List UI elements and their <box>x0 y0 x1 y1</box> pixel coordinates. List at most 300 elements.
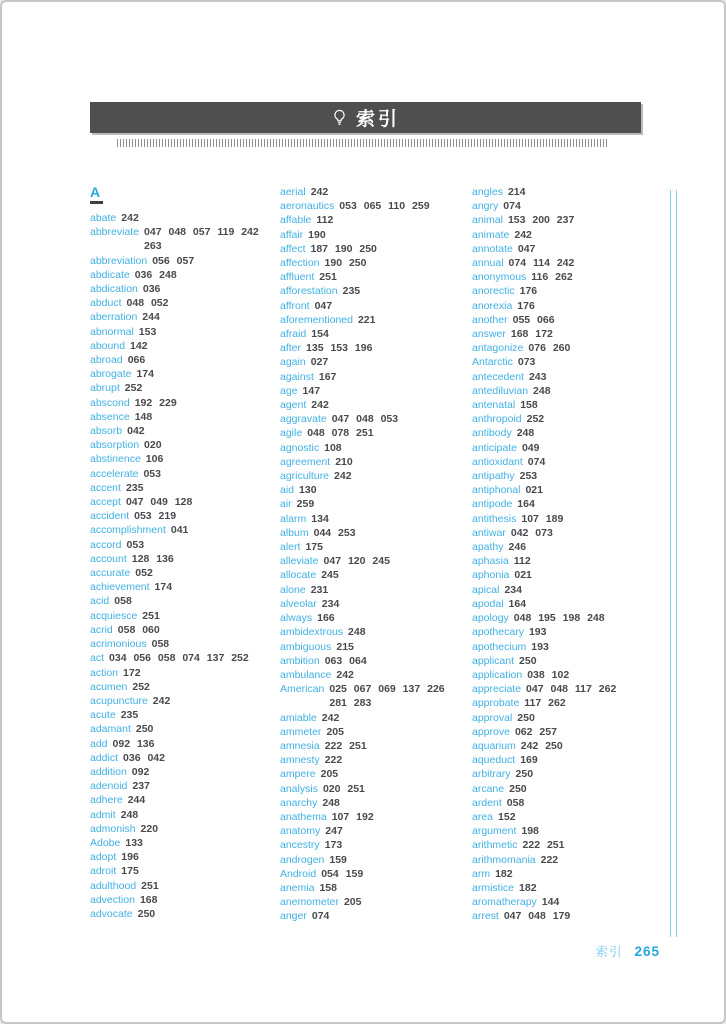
entry-pages: 250 <box>135 723 154 736</box>
entry-pages: 192 229 <box>134 396 177 409</box>
footer-section-label: 索引 <box>595 945 623 959</box>
index-entry <box>472 213 654 227</box>
entry-pages: 210 <box>335 455 353 468</box>
index-entry <box>472 810 654 824</box>
entry-word: accurate <box>90 567 131 580</box>
entry-pages: 248 <box>348 626 366 639</box>
index-entry <box>280 540 462 554</box>
index-entry <box>472 625 654 639</box>
entry-word: arcane <box>472 782 505 795</box>
entry-word: abrupt <box>90 382 120 395</box>
entry-pages: 041 <box>170 524 189 537</box>
entry-word: anemia <box>280 881 315 894</box>
index-entry <box>280 824 462 838</box>
index-entry <box>280 796 462 810</box>
index-entry <box>280 568 462 582</box>
entry-word: affect <box>280 242 306 255</box>
entry-word: afraid <box>280 328 307 341</box>
entry-word: apathy <box>472 541 504 554</box>
index-entry <box>90 211 272 225</box>
entry-word: adroit <box>90 865 117 878</box>
index-entry <box>472 256 654 270</box>
entry-pages: 222 <box>540 853 559 866</box>
entry-pages: 242 <box>310 186 329 198</box>
entry-word: annual <box>472 257 504 270</box>
entry-pages: 190 <box>308 228 326 241</box>
entry-pages: 117 262 <box>524 697 566 710</box>
entry-pages: 193 <box>528 626 547 639</box>
index-entry <box>472 640 654 654</box>
entry-pages: 047 048 053 <box>331 413 399 426</box>
entry-word: absorption <box>90 439 140 452</box>
entry-word: annotate <box>472 242 513 255</box>
entry-word: aerial <box>280 186 306 198</box>
entry-pages: 193 <box>531 640 549 653</box>
index-entry <box>472 228 654 242</box>
entry-word: anathema <box>280 810 327 823</box>
entry-pages: 092 136 <box>112 737 155 750</box>
entry-pages: 176 <box>517 299 535 312</box>
entry-pages: 047 <box>517 242 536 255</box>
entry-word: acquiesce <box>90 609 138 622</box>
header-bar <box>90 102 641 133</box>
entry-pages: 047 048 057 119 242 263 <box>144 226 259 253</box>
entry-word: adulthood <box>90 879 137 892</box>
entry-word: air <box>280 498 292 511</box>
entry-pages: 220 <box>140 822 159 835</box>
lightbulb-icon <box>331 108 348 127</box>
entry-pages: 142 <box>130 339 148 352</box>
entry-pages: 244 <box>127 794 146 807</box>
entry-word: addict <box>90 751 119 764</box>
entry-pages: 242 250 <box>520 739 563 752</box>
index-entry <box>90 594 272 608</box>
entry-word: alveolar <box>280 597 317 610</box>
entry-word: abate <box>90 212 117 224</box>
entry-pages: 187 190 250 <box>310 242 377 255</box>
entry-word: ambulance <box>280 668 332 681</box>
entry-word: arrest <box>472 910 499 923</box>
entry-pages: 062 257 <box>514 725 557 738</box>
entry-word: abstinence <box>90 453 141 466</box>
entry-pages: 128 136 <box>131 552 174 565</box>
entry-word: ambition <box>280 654 320 667</box>
entry-word: Adobe <box>90 836 121 849</box>
entry-pages: 134 <box>311 512 329 525</box>
index-entry <box>90 850 272 864</box>
entry-word: accord <box>90 538 122 551</box>
entry-pages: 172 <box>123 666 141 679</box>
entry-word: anemometer <box>280 896 339 909</box>
entry-pages: 196 <box>121 851 139 864</box>
entry-word: affluent <box>280 271 315 284</box>
entry-word: approve <box>472 725 510 738</box>
entry-word: agile <box>280 427 303 440</box>
index-entry <box>90 893 272 907</box>
entry-pages: 214 <box>507 186 526 198</box>
entry-pages: 237 <box>132 780 150 793</box>
entry-pages: 074 <box>503 200 521 213</box>
index-entry <box>472 796 654 810</box>
entry-pages: 153 200 237 <box>507 214 575 227</box>
entry-word: aeronautics <box>280 200 335 213</box>
entry-word: agreement <box>280 455 331 468</box>
index-entry <box>90 751 272 765</box>
entry-pages: 250 <box>517 711 535 724</box>
index-entry <box>280 483 462 497</box>
entry-word: antagonize <box>472 342 524 355</box>
entry-word: antipathy <box>472 470 515 483</box>
letter-heading: A <box>90 184 101 200</box>
entry-word: arithmomania <box>472 853 536 866</box>
index-entry <box>90 907 272 921</box>
entry-word: amnesty <box>280 754 320 767</box>
entry-word: abscond <box>90 396 130 409</box>
page-footer <box>595 942 660 960</box>
entry-pages: 063 064 <box>324 654 367 667</box>
entry-word: abduct <box>90 297 122 310</box>
index-entry <box>280 625 462 639</box>
index-entry <box>280 228 462 242</box>
entry-pages: 053 <box>143 467 161 480</box>
entry-pages: 036 042 <box>123 751 165 764</box>
index-entry <box>472 341 654 355</box>
entry-word: abbreviate <box>90 226 140 239</box>
index-entry <box>90 552 272 566</box>
entry-word: anger <box>280 910 307 923</box>
entry-pages: 242 <box>336 668 354 681</box>
index-entry <box>90 680 272 694</box>
entry-word: armistice <box>472 881 515 894</box>
entry-word: apodal <box>472 597 504 610</box>
entry-pages: 198 <box>521 825 539 838</box>
index-entry <box>90 864 272 878</box>
index-entry <box>280 512 462 526</box>
index-entry <box>472 242 654 256</box>
entry-pages: 250 <box>137 907 156 920</box>
entry-word: agriculture <box>280 470 330 483</box>
entry-pages: 252 <box>124 382 143 395</box>
entry-word: antioxidant <box>472 455 523 468</box>
index-entry <box>280 384 462 398</box>
entry-pages: 048 078 251 <box>307 427 374 440</box>
entry-pages: 055 066 <box>512 313 555 326</box>
entry-pages: 130 <box>299 484 317 497</box>
entry-pages: 154 <box>311 328 329 341</box>
entry-word: album <box>280 526 309 539</box>
index-entry <box>472 895 654 909</box>
entry-word: ampere <box>280 768 316 781</box>
entry-word: action <box>90 666 119 679</box>
entry-pages: 176 <box>519 285 538 298</box>
entry-pages: 242 <box>514 228 532 241</box>
index-entry <box>280 654 462 668</box>
entry-word: again <box>280 356 306 369</box>
index-entry <box>90 538 272 552</box>
entry-word: affable <box>280 214 312 227</box>
entry-word: agnostic <box>280 441 320 454</box>
index-entry <box>472 753 654 767</box>
entry-pages: 174 <box>136 368 154 381</box>
entry-pages: 248 <box>120 808 139 821</box>
index-entry <box>90 708 272 722</box>
index-entry <box>280 867 462 881</box>
index-entry <box>90 268 272 282</box>
entry-word: admit <box>90 808 116 821</box>
entry-pages: 042 073 <box>510 526 553 539</box>
entry-word: antiwar <box>472 526 506 539</box>
entry-pages: 158 <box>319 881 337 894</box>
entry-pages: 058 060 <box>117 623 160 636</box>
entry-pages: 053 219 <box>134 510 177 523</box>
entry-pages: 168 <box>139 893 158 906</box>
entry-pages: 020 251 <box>322 782 365 795</box>
index-entry <box>280 242 462 256</box>
index-entry <box>90 254 272 268</box>
entry-word: admonish <box>90 822 136 835</box>
entry-pages: 073 <box>517 356 536 369</box>
entry-pages: 047 120 245 <box>323 555 390 568</box>
index-entry <box>472 426 654 440</box>
entry-pages: 135 153 196 <box>306 342 373 355</box>
entry-word: anthropoid <box>472 413 522 426</box>
entry-word: aquarium <box>472 739 516 752</box>
entry-pages: 047 048 179 <box>503 910 571 923</box>
index-entry <box>90 296 272 310</box>
index-entry <box>472 711 654 725</box>
index-entry <box>472 838 654 852</box>
entry-pages: 048 052 <box>126 297 169 310</box>
entry-pages: 205 <box>343 896 362 909</box>
entry-word: acid <box>90 595 110 608</box>
entry-word: antithesis <box>472 512 517 525</box>
entry-word: antecedent <box>472 370 524 383</box>
index-entry <box>472 441 654 455</box>
entry-word: abnormal <box>90 325 134 338</box>
entry-pages: 169 <box>520 754 538 767</box>
index-entry <box>90 225 272 253</box>
index-entry <box>472 469 654 483</box>
entry-word: affection <box>280 257 320 270</box>
entry-pages: 253 <box>519 470 538 483</box>
entry-pages: 247 <box>325 825 343 838</box>
entry-pages: 250 <box>515 768 534 781</box>
entry-word: antipode <box>472 498 513 511</box>
entry-word: antediluvian <box>472 384 529 397</box>
entry-word: ardent <box>472 796 502 809</box>
index-entry <box>280 597 462 611</box>
entry-pages: 245 <box>321 569 339 582</box>
entry-pages: 166 <box>317 612 335 625</box>
index-entry <box>90 637 272 651</box>
index-entry <box>90 325 272 339</box>
entry-word: alert <box>280 541 301 554</box>
entry-pages: 246 <box>508 541 527 554</box>
index-entry <box>472 483 654 497</box>
entry-pages: 116 262 <box>531 271 573 284</box>
entry-pages: 259 <box>296 498 315 511</box>
index-entry <box>90 793 272 807</box>
index-column-3 <box>472 185 654 924</box>
entry-word: accent <box>90 481 121 494</box>
index-entry <box>472 497 654 511</box>
entry-pages: 250 <box>519 654 537 667</box>
entry-pages: 053 <box>126 538 145 551</box>
index-entry <box>280 313 462 327</box>
index-entry <box>90 523 272 537</box>
index-entry <box>90 722 272 736</box>
index-entry <box>90 836 272 850</box>
entry-pages: 251 <box>141 879 159 892</box>
index-entry <box>280 497 462 511</box>
entry-pages: 066 <box>127 354 146 367</box>
index-entry <box>280 455 462 469</box>
entry-word: accept <box>90 496 121 509</box>
entry-word: aphonia <box>472 569 510 582</box>
index-entry <box>280 739 462 753</box>
side-rule-decoration <box>670 190 677 937</box>
index-entry <box>472 370 654 384</box>
entry-pages: 243 <box>528 370 547 383</box>
entry-word: application <box>472 668 523 681</box>
index-entry <box>280 370 462 384</box>
index-entry <box>280 284 462 298</box>
index-entry <box>280 682 462 710</box>
entry-word: alarm <box>280 512 307 525</box>
entry-word: add <box>90 737 108 750</box>
entry-word: antiphonal <box>472 484 521 497</box>
entry-pages: 074 114 242 <box>508 257 575 270</box>
entry-pages: 251 <box>142 609 160 622</box>
entry-word: accomplishment <box>90 524 166 537</box>
entry-word: abdication <box>90 283 138 296</box>
index-entry <box>280 583 462 597</box>
entry-pages: 242 <box>311 399 329 412</box>
index-entry <box>472 739 654 753</box>
entry-word: anticipate <box>472 441 517 454</box>
index-entry <box>472 782 654 796</box>
entry-pages: 038 102 <box>527 668 570 681</box>
index-entry <box>280 412 462 426</box>
entry-word: adenoid <box>90 780 128 793</box>
entry-word: arm <box>472 867 491 880</box>
entry-pages: 042 <box>127 425 145 438</box>
index-entry <box>90 282 272 296</box>
entry-pages: 133 <box>125 836 143 849</box>
index-entry <box>472 597 654 611</box>
entry-word: apothecary <box>472 626 524 639</box>
index-entry <box>280 881 462 895</box>
index-entry <box>90 666 272 680</box>
entry-word: adamant <box>90 723 131 736</box>
entry-pages: 231 <box>310 583 329 596</box>
index-entry <box>280 909 462 923</box>
entry-pages: 175 <box>121 865 139 878</box>
entry-word: aromatherapy <box>472 896 537 909</box>
entry-pages: 174 <box>154 581 173 594</box>
entry-word: abrogate <box>90 368 132 381</box>
index-entry <box>90 467 272 481</box>
index-entry <box>280 398 462 412</box>
entry-word: addition <box>90 765 127 778</box>
entry-pages: 076 260 <box>528 342 571 355</box>
index-entry <box>90 879 272 893</box>
entry-word: angry <box>472 200 499 213</box>
entry-pages: 044 253 <box>313 526 356 539</box>
index-entry <box>472 881 654 895</box>
entry-pages: 107 192 <box>331 810 374 823</box>
entry-word: achievement <box>90 581 150 594</box>
entry-pages: 242 <box>121 212 139 224</box>
entry-pages: 027 <box>310 356 329 369</box>
entry-pages: 049 <box>521 441 540 454</box>
index-entry <box>280 895 462 909</box>
entry-word: approval <box>472 711 513 724</box>
index-entry <box>280 725 462 739</box>
entry-pages: 058 <box>506 796 525 809</box>
entry-pages: 175 <box>305 541 323 554</box>
index-entry <box>280 426 462 440</box>
entry-pages: 106 <box>145 453 164 466</box>
entry-pages: 056 057 <box>152 254 195 267</box>
entry-pages: 250 <box>509 782 527 795</box>
entry-pages: 144 <box>541 896 560 909</box>
entry-word: acupuncture <box>90 694 148 707</box>
entry-pages: 248 <box>322 796 340 809</box>
index-entry <box>280 782 462 796</box>
entry-word: abound <box>90 339 126 352</box>
index-columns <box>90 185 654 924</box>
index-entry <box>280 554 462 568</box>
entry-pages: 168 172 <box>510 328 553 341</box>
entry-pages: 092 <box>131 765 150 778</box>
index-entry <box>280 526 462 540</box>
index-entry <box>90 808 272 822</box>
index-column-1 <box>90 185 272 924</box>
entry-pages: 251 <box>319 271 337 284</box>
footer-page-number: 265 <box>634 944 660 959</box>
index-entry <box>280 341 462 355</box>
entry-pages: 235 <box>342 285 361 298</box>
index-entry <box>472 583 654 597</box>
entry-word: antibody <box>472 427 512 440</box>
entry-pages: 036 248 <box>134 268 177 281</box>
index-entry <box>472 412 654 426</box>
entry-word: answer <box>472 328 506 341</box>
entry-word: abroad <box>90 354 123 367</box>
entry-pages: 234 <box>321 597 340 610</box>
entry-word: agent <box>280 399 307 412</box>
entry-word: animal <box>472 214 503 227</box>
entry-pages: 047 048 117 262 <box>526 683 617 696</box>
entry-word: aqueduct <box>472 754 516 767</box>
entry-pages: 242 <box>152 694 171 707</box>
entry-word: ambidextrous <box>280 626 344 639</box>
entry-word: approbate <box>472 697 520 710</box>
index-entry <box>90 438 272 452</box>
entry-word: anorexia <box>472 299 513 312</box>
entry-word: accident <box>90 510 130 523</box>
index-entry <box>280 838 462 852</box>
entry-pages: 021 <box>525 484 543 497</box>
index-entry <box>472 853 654 867</box>
entry-word: aforementioned <box>280 313 353 326</box>
index-entry <box>90 609 272 623</box>
entry-word: advection <box>90 893 135 906</box>
entry-pages: 244 <box>142 311 160 324</box>
entry-word: affront <box>280 299 310 312</box>
index-entry <box>472 824 654 838</box>
